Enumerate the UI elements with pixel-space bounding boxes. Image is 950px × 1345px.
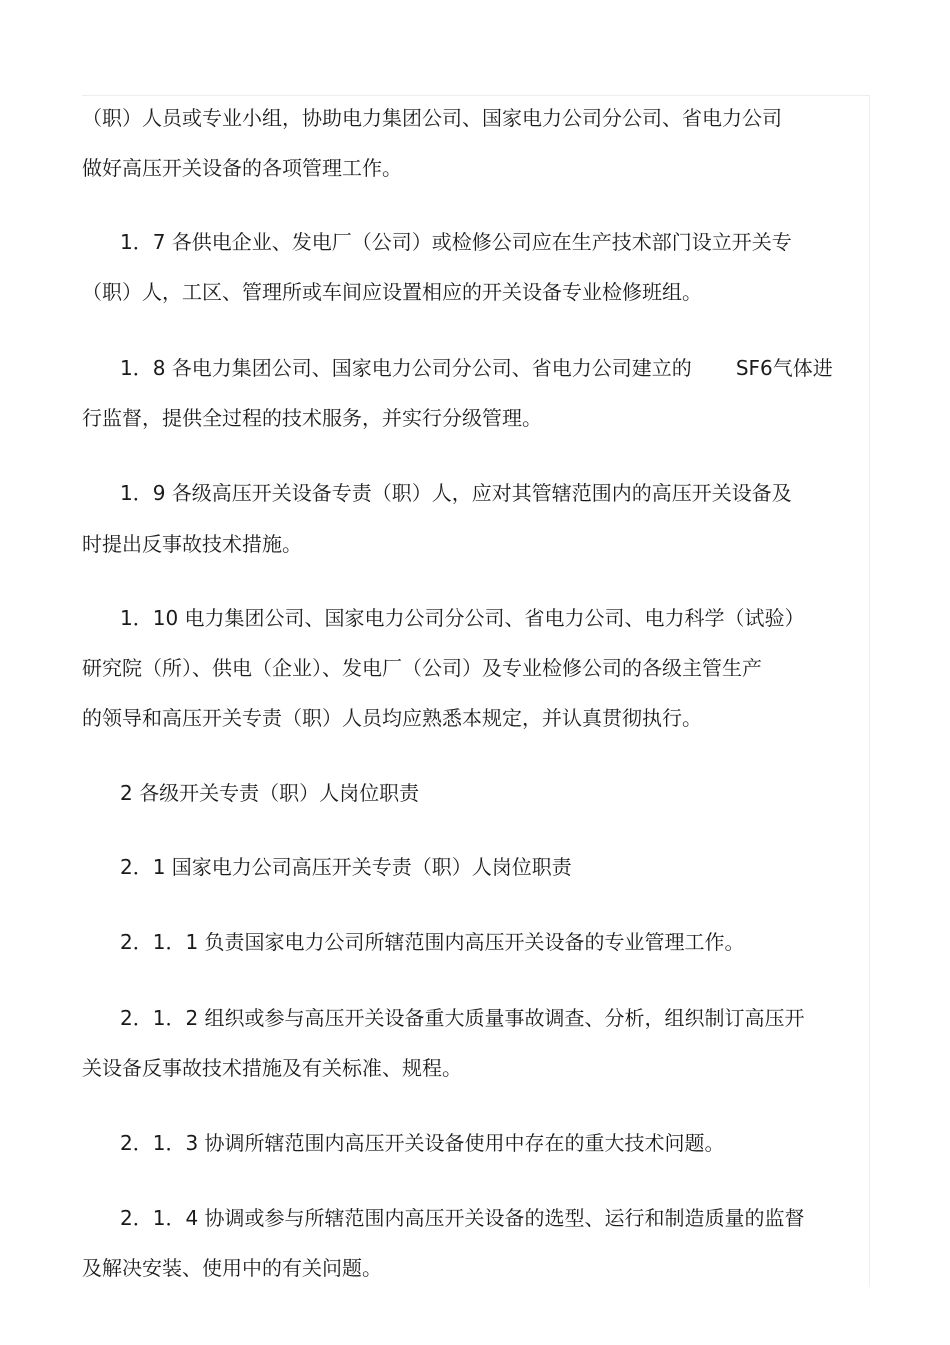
text-line: 2．1．3 协调所辖范围内高压开关设备使用中存在的重大技术问题。 <box>120 1131 725 1155</box>
text-line: 1．9 各级高压开关设备专责（职）人，应对其管辖范围内的高压开关设备及 <box>120 481 792 505</box>
text-line: 时提出反事故技术措施。 <box>82 532 302 556</box>
text-line: 及解决安装、使用中的有关问题。 <box>82 1256 382 1280</box>
text-line: （职）人，工区、管理所或车间应设置相应的开关设备专业检修班组。 <box>82 280 702 304</box>
text-line: 2．1．2 组织或参与高压开关设备重大质量事故调查、分析，组织制订高压开 <box>120 1006 805 1030</box>
section-heading: 2 各级开关专责（职）人岗位职责 <box>120 781 420 805</box>
text-line: 1．7 各供电企业、发电厂（公司）或检修公司应在生产技术部门设立开关专 <box>120 230 792 254</box>
text-line: （职）人员或专业小组，协助电力集团公司、国家电力公司分公司、省电力公司 <box>82 106 782 130</box>
text-fragment: SF6气体进 <box>735 356 833 380</box>
text-line: 研究院（所）、供电（企业）、发电厂（公司）及专业检修公司的各级主管生产 <box>82 656 762 680</box>
text-line: 做好高压开关设备的各项管理工作。 <box>82 156 402 180</box>
subsection-heading: 2．1 国家电力公司高压开关专责（职）人岗位职责 <box>120 855 572 879</box>
text-line: 2．1．1 负责国家电力公司所辖范围内高压开关设备的专业管理工作。 <box>120 930 745 954</box>
text-line <box>120 356 833 380</box>
text-line: 2．1．4 协调或参与所辖范围内高压开关设备的选型、运行和制造质量的监督 <box>120 1206 805 1230</box>
text-fragment: 1．8 各电力集团公司、国家电力公司分公司、省电力公司建立的 <box>120 356 692 380</box>
page-right-edge <box>869 95 870 1287</box>
text-line: 1．10 电力集团公司、国家电力公司分公司、省电力公司、电力科学（试验） <box>120 606 805 630</box>
text-line: 行监督，提供全过程的技术服务，并实行分级管理。 <box>82 406 542 430</box>
text-line: 的领导和高压开关专责（职）人员均应熟悉本规定，并认真贯彻执行。 <box>82 706 702 730</box>
page-top-edge <box>82 95 870 96</box>
text-line: 关设备反事故技术措施及有关标准、规程。 <box>82 1056 462 1080</box>
